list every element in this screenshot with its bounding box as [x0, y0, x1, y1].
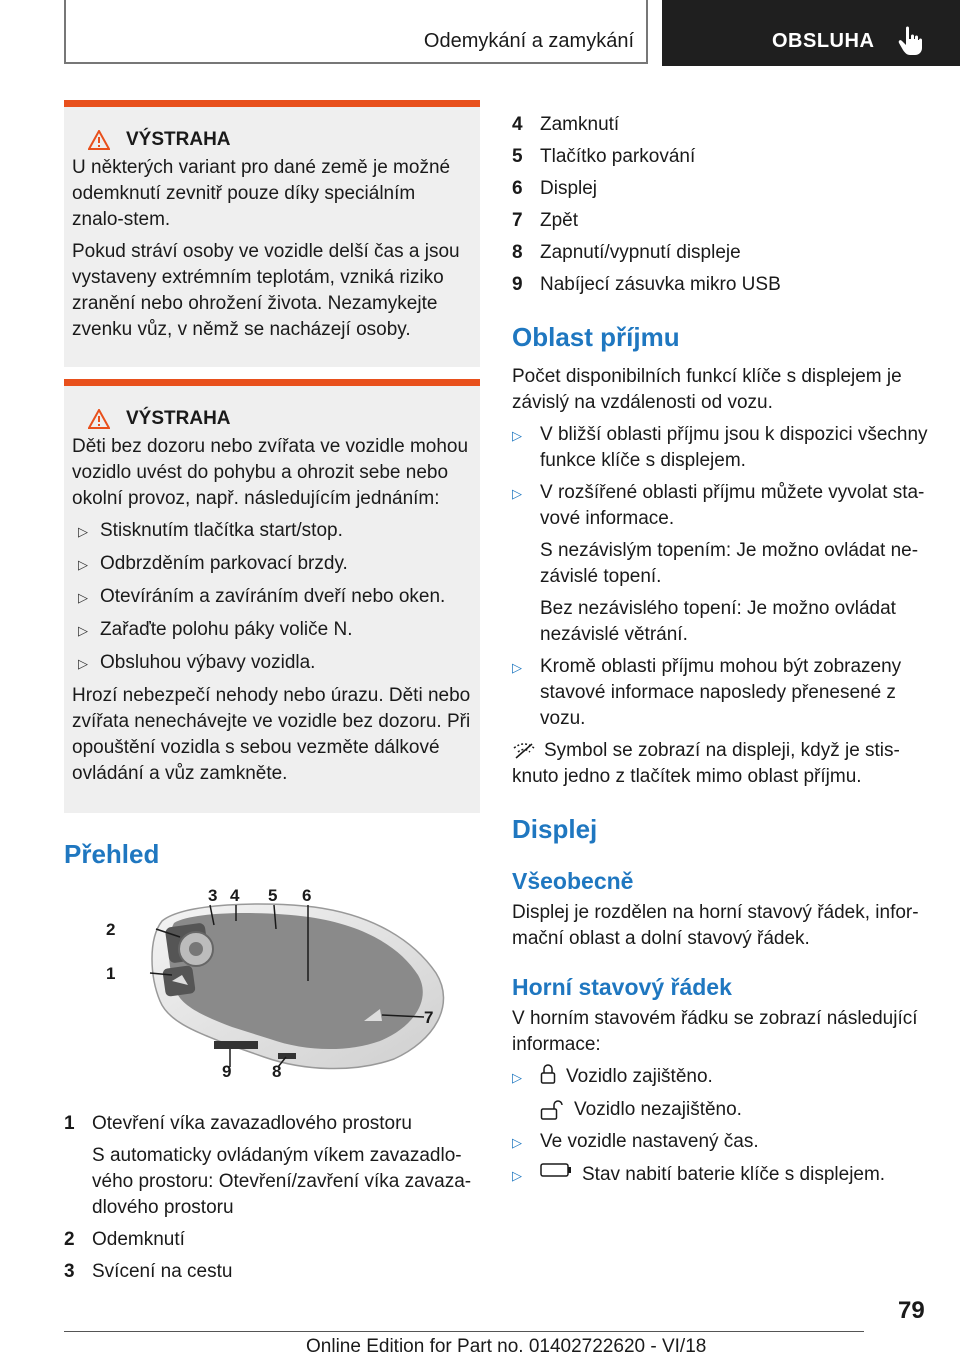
lock-open-icon	[540, 1100, 564, 1120]
key-diagram	[64, 881, 480, 1099]
warning-text: Hrozí nebezpečí nehody nebo úrazu. Děti nebo zvířata nenechávejte ve vozidle bez dozoru. Při opouštění vozidla s sebou vezměte dálkové ovládání a vůz zamkněte.	[72, 685, 471, 784]
paragraph: Displej je rozdělen na horní stavový řádek, infor-mační oblast a dolní stavový řádek.	[512, 902, 919, 949]
list-item: ▷ Kromě oblasti příjmu mohou být zobrazeny stavové informace naposledy přenesené z vozu.	[512, 654, 932, 732]
page-header	[0, 0, 960, 66]
edition-note: Online Edition for Part no. 01402722620 - VI/18	[306, 1336, 707, 1357]
bullet-triangle-icon: ▷	[512, 1070, 522, 1085]
heading-display: Displej	[512, 814, 598, 844]
left-column	[64, 100, 480, 1291]
bullet-triangle-icon: ▷	[512, 428, 522, 443]
no-signal-icon	[512, 742, 536, 760]
heading-general: Všeobecně	[512, 868, 634, 894]
hand-pointer-icon	[894, 24, 928, 58]
bullet-triangle-icon: ▷	[512, 1168, 522, 1183]
warning-text: Děti bez dozoru nebo zvířata ve vozidle mohou vozidlo uvést do pohybu a ohrozit sebe nebo okolní provoz, např. následujícím jednáním:	[72, 436, 469, 509]
bullet-triangle-icon: ▷	[512, 486, 522, 501]
warning-box-2	[64, 379, 480, 813]
chapter-title: OBSLUHA	[772, 30, 875, 52]
figure-label: 9	[222, 1062, 232, 1081]
warning-box-1	[64, 100, 480, 367]
list-item-note: S automaticky ovládaným víkem zavazadlo-vého prostoru: Otevření/zavření víka zavaza-dlového prostoru	[92, 1145, 472, 1218]
list-item: ▷ V bližší oblasti příjmu jsou k dispozici všechny funkce klíče s displejem.	[512, 422, 932, 474]
warning-title: VÝSTRAHA	[88, 406, 472, 432]
list-item: 1 Otevření víka zavazadlového prostoru	[64, 1113, 413, 1134]
figure-label: 8	[272, 1062, 282, 1081]
paragraph: Počet disponibilních funkcí klíče s displejem je závislý na vzdálenosti od vozu.	[512, 366, 902, 413]
figure-label: 4	[230, 886, 240, 905]
footer-divider	[64, 1331, 864, 1332]
list-item: 2 Odemknutí	[64, 1229, 185, 1250]
list-item: ▷ V rozšířené oblasti příjmu můžete vyvolat sta-vové informace.	[512, 480, 932, 532]
list-item-note: S nezávislým topením: Je možno ovládat ne-závislé topení.	[540, 540, 919, 587]
page-number: 79	[898, 1297, 925, 1324]
warning-title: VÝSTRAHA	[88, 127, 472, 153]
bullet-triangle-icon: ▷	[78, 590, 88, 605]
figure-label: 7	[424, 1008, 434, 1027]
heading-status-bar: Horní stavový řádek	[512, 974, 732, 1000]
bullet-triangle-icon: ▷	[512, 660, 522, 675]
lock-closed-icon	[540, 1064, 556, 1084]
list-item-note: Vozidlo nezajištěno.	[512, 1097, 932, 1123]
figure-label: 6	[302, 886, 312, 905]
list-item: ▷ Odbrzděním parkovací brzdy.	[72, 551, 472, 578]
list-item: 8 Zapnutí/vypnutí displeje	[512, 242, 741, 263]
bullet-triangle-icon: ▷	[78, 524, 88, 539]
list-item: 6 Displej	[512, 178, 598, 199]
list-item: 5 Tlačítko parkování	[512, 146, 696, 167]
bullet-triangle-icon: ▷	[78, 557, 88, 572]
bullet-triangle-icon: ▷	[78, 623, 88, 638]
figure-label: 1	[106, 964, 116, 983]
battery-icon	[540, 1162, 572, 1178]
warning-triangle-icon	[88, 130, 110, 150]
list-item-note: Bez nezávislého topení: Je možno ovládat nezávislé větrání.	[540, 598, 896, 645]
list-item: 7 Zpět	[512, 210, 579, 231]
warning-triangle-icon	[88, 409, 110, 429]
section-tab	[64, 0, 648, 64]
list-item: ▷ Zařaďte polohu páky voliče N.	[72, 617, 472, 644]
right-column	[512, 108, 932, 1195]
bullet-triangle-icon: ▷	[512, 1135, 522, 1150]
list-item: 3 Svícení na cestu	[64, 1261, 233, 1282]
list-item: ▷ Obsluhou výbavy vozidla.	[72, 650, 472, 677]
figure-label: 2	[106, 920, 116, 939]
list-item: ▷ Stav nabití baterie klíče s displejem.	[512, 1162, 932, 1189]
paragraph: V horním stavovém řádku se zobrazí následující informace:	[512, 1008, 918, 1055]
list-item: 9 Nabíjecí zásuvka mikro USB	[512, 274, 781, 295]
paragraph: Symbol se zobrazí na displeji, když je stis-knuto jedno z tlačítek mimo oblast příjmu.	[512, 740, 900, 787]
list-item: 4 Zamknutí	[512, 114, 620, 135]
list-item: ▷ Otevíráním a zavíráním dveří nebo oken.	[72, 584, 472, 611]
figure-label: 3	[208, 886, 218, 905]
section-title: Odemykání a zamykání	[423, 30, 634, 52]
heading-overview: Přehled	[64, 839, 160, 869]
list-item: ▷ Vozidlo zajištěno.	[512, 1064, 932, 1091]
figure-label: 5	[268, 886, 278, 905]
list-item: ▷ Ve vozidle nastavený čas.	[512, 1129, 932, 1156]
chapter-tab	[662, 0, 960, 66]
heading-range: Oblast příjmu	[512, 322, 680, 352]
warning-text: U některých variant pro dané země je možné odemknutí zevnitř pouze díky speciálním znalo-stem.	[72, 157, 451, 230]
list-item: ▷ Stisknutím tlačítka start/stop.	[72, 518, 472, 545]
warning-text: Pokud stráví osoby ve vozidle delší čas a jsou vystaveny extrémním teplotám, vzniká riziko zranění nebo ohrožení života. Nezamykejte zvenku vůz, v němž se nacházejí osoby.	[72, 241, 460, 340]
bullet-triangle-icon: ▷	[78, 656, 88, 671]
